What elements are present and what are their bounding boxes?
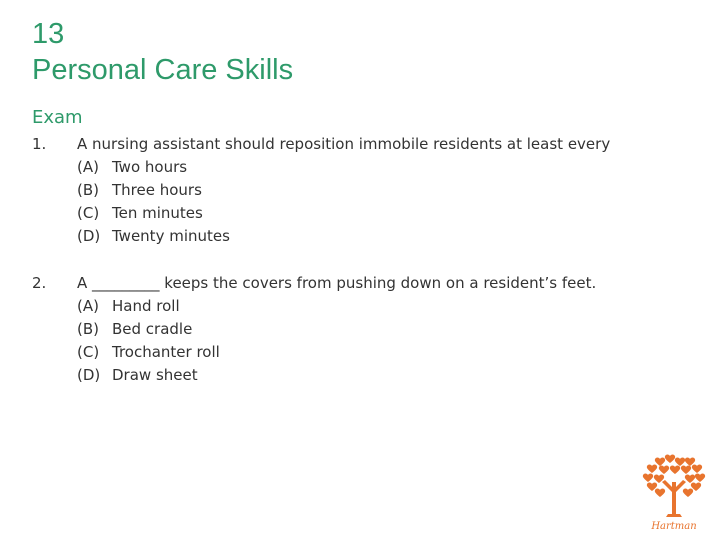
question-1 [32, 133, 610, 248]
answer-option-b [32, 179, 610, 202]
option-letter: (C) [77, 343, 100, 361]
option-letter: (B) [77, 320, 99, 338]
option-letter: (B) [77, 181, 99, 199]
section-heading: Exam [32, 107, 83, 128]
question-number: 1. [32, 135, 47, 153]
option-text: Twenty minutes [112, 227, 230, 245]
option-letter: (A) [77, 158, 99, 176]
answer-option-b [32, 318, 596, 341]
option-text: Trochanter roll [112, 343, 220, 361]
logo-wordmark: Hartman [651, 521, 697, 532]
option-letter: (C) [77, 204, 100, 222]
option-text: Bed cradle [112, 320, 193, 338]
answer-option-a [32, 295, 596, 318]
answer-option-d [32, 225, 610, 248]
answer-option-c [32, 341, 596, 364]
answer-option-d [32, 364, 596, 387]
answer-option-a [32, 156, 610, 179]
option-text: Two hours [112, 158, 188, 176]
option-letter: (A) [77, 297, 99, 315]
option-text: Hand roll [112, 297, 180, 315]
option-text: Ten minutes [112, 204, 203, 222]
question-text: A _________ keeps the covers from pushing down on a resident’s feet. [77, 274, 597, 292]
option-letter: (D) [77, 227, 101, 245]
question-text: A nursing assistant should reposition immobile residents at least every [77, 135, 611, 153]
question-2 [32, 272, 596, 387]
option-letter: (D) [77, 366, 101, 384]
question-number: 2. [32, 274, 47, 292]
option-text: Draw sheet [112, 366, 198, 384]
hartman-logo [640, 452, 708, 532]
chapter-title: Personal Care Skills [32, 54, 294, 86]
answer-option-c [32, 202, 610, 225]
option-text: Three hours [112, 181, 202, 199]
chapter-number: 13 [32, 18, 65, 50]
